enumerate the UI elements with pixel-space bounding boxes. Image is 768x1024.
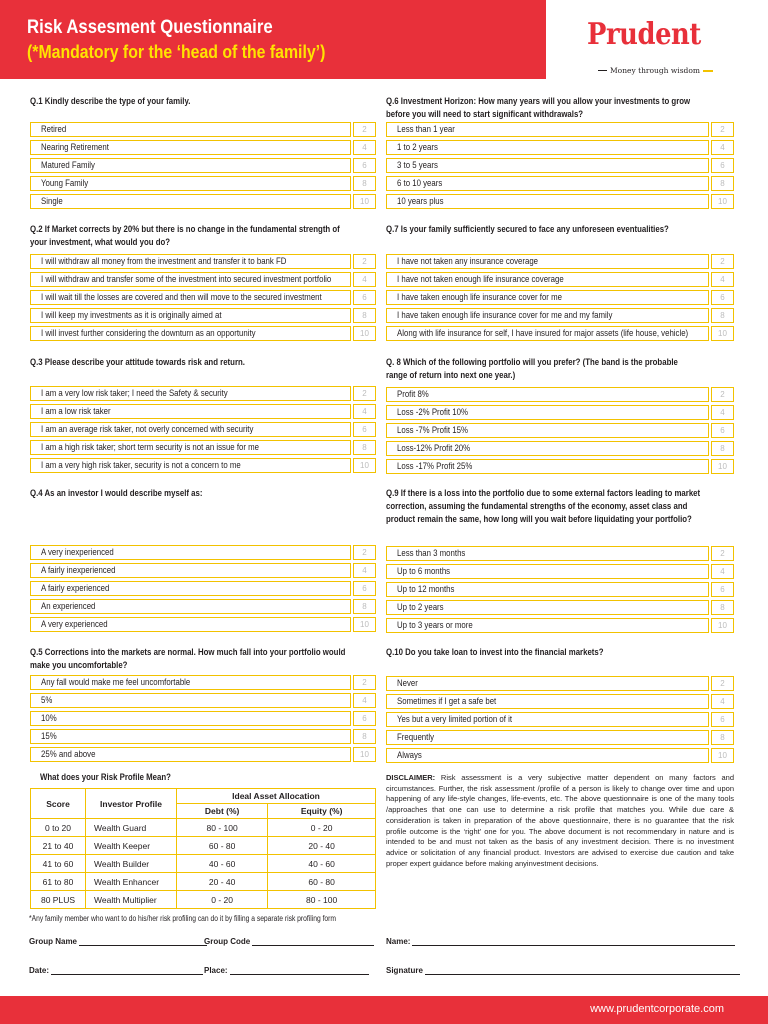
risk-profile-heading: What does your Risk Profile Mean? — [40, 772, 171, 782]
option-label-box[interactable] — [30, 386, 351, 401]
question-3-option-3[interactable] — [30, 422, 376, 437]
option-label-box[interactable] — [386, 194, 709, 209]
option-label: I have not taken enough life insurance coverage — [397, 274, 564, 284]
question-7-option-1[interactable] — [386, 254, 734, 269]
equity-cell: 20 - 40 — [268, 837, 376, 855]
debt-cell: 60 - 80 — [177, 837, 268, 855]
score-cell: 80 PLUS — [31, 891, 86, 909]
option-label: Less than 1 year — [397, 124, 455, 134]
option-score[interactable]: 6 — [353, 581, 376, 596]
question-2-option-1[interactable] — [30, 254, 376, 269]
option-label-box[interactable] — [30, 140, 351, 155]
option-label: Loss -17% Profit 25% — [397, 461, 473, 471]
disclaimer-label: DISCLAIMER: — [386, 773, 436, 782]
risk-profile-rows — [31, 819, 376, 909]
option-label: A very inexperienced — [41, 547, 114, 557]
option-label-box[interactable] — [30, 440, 351, 455]
option-label-box[interactable] — [386, 326, 709, 341]
option-label: A very experienced — [41, 619, 108, 629]
question-10-title: Q.10 Do you take loan to invest into the financial markets? — [386, 647, 604, 657]
col-equity-header: Equity (%) — [268, 804, 376, 819]
option-label: Single — [41, 196, 63, 206]
option-label-box[interactable] — [30, 729, 351, 744]
option-label-box[interactable] — [386, 140, 709, 155]
question-7-option-4[interactable] — [386, 308, 734, 323]
question-6-option-2[interactable] — [386, 140, 734, 155]
option-label-box[interactable] — [386, 546, 709, 561]
option-label: I have taken enough life insurance cover for me — [397, 292, 562, 302]
option-label: 10 years plus — [397, 196, 444, 206]
question-7-option-5[interactable] — [386, 326, 734, 341]
page-title: Risk Assesment Questionnaire — [27, 17, 273, 38]
score-cell: 0 to 20 — [31, 819, 86, 837]
question-6-option-1[interactable] — [386, 122, 734, 137]
option-label-box[interactable] — [386, 254, 709, 269]
question-4-option-1[interactable] — [30, 545, 376, 560]
option-label-box[interactable] — [30, 254, 351, 269]
option-label-box[interactable] — [386, 423, 709, 438]
option-label: Matured Family — [41, 160, 95, 170]
option-score[interactable]: 2 — [353, 254, 376, 269]
option-label-box[interactable] — [30, 711, 351, 726]
question-1-option-5[interactable] — [30, 194, 376, 209]
option-label: 5% — [41, 695, 53, 705]
option-score[interactable]: 8 — [353, 176, 376, 191]
option-label: I will withdraw all money from the investment and transfer it to bank FD — [41, 256, 287, 266]
name-field[interactable] — [386, 937, 735, 946]
option-score[interactable]: 2 — [353, 386, 376, 401]
option-label: I am a high risk taker; short term security is not an issue for me — [41, 442, 260, 452]
question-9-title: Q.9 If there is a loss into the portfolio due to some external factors leading to market correction, assuming the fundamental strengths of the economy, asset class and product remain the same, how long will you wait before liquidating your portfolio? — [386, 488, 701, 524]
header-band — [0, 0, 546, 79]
option-label-box[interactable] — [30, 272, 351, 287]
option-score[interactable]: 2 — [711, 546, 734, 561]
option-score[interactable]: 10 — [711, 618, 734, 633]
col-allocation-header: Ideal Asset Allocation — [177, 789, 376, 804]
question-8-option-2[interactable] — [386, 405, 734, 420]
option-score[interactable]: 6 — [711, 158, 734, 173]
option-label: Always — [397, 750, 422, 760]
option-label-box[interactable] — [30, 308, 351, 323]
option-label: 15% — [41, 731, 57, 741]
question-1-title: Q.1 Kindly describe the type of your family. — [30, 96, 191, 106]
option-score[interactable]: 8 — [711, 600, 734, 615]
profile-cell: Wealth Enhancer — [86, 873, 177, 891]
option-score[interactable]: 8 — [711, 730, 734, 745]
option-score[interactable]: 2 — [353, 122, 376, 137]
question-8-title: Q. 8 Which of the following portfolio will you prefer? (The band is the probable range of return into next one year.) — [386, 357, 678, 380]
option-label-box[interactable] — [30, 458, 351, 473]
option-label-box[interactable] — [386, 158, 709, 173]
score-cell: 61 to 80 — [31, 873, 86, 891]
option-label-box[interactable] — [30, 122, 351, 137]
option-label: 10% — [41, 713, 57, 723]
debt-cell: 20 - 40 — [177, 873, 268, 891]
option-score[interactable]: 4 — [711, 694, 734, 709]
question-8-option-1[interactable] — [386, 387, 734, 402]
option-label: A fairly experienced — [41, 583, 110, 593]
option-label: Profit 8% — [397, 389, 429, 399]
question-2-option-2[interactable] — [30, 272, 376, 287]
question-6-option-4[interactable] — [386, 176, 734, 191]
table-row — [31, 819, 376, 837]
option-label: Yes but a very limited portion of it — [397, 714, 513, 724]
date-line[interactable] — [51, 966, 203, 975]
option-score[interactable]: 4 — [353, 404, 376, 419]
place-field[interactable] — [204, 966, 369, 975]
option-label-box[interactable] — [386, 694, 709, 709]
question-9-option-4[interactable] — [386, 600, 734, 615]
option-label: Nearing Retirement — [41, 142, 109, 152]
question-2-title: Q.2 If Market corrects by 20% but there is no change in the fundamental strength of your investment, what would you do? — [30, 224, 340, 247]
question-6-option-5[interactable] — [386, 194, 734, 209]
option-label: Retired — [41, 124, 67, 134]
group-code-line[interactable] — [252, 937, 374, 946]
question-9-option-1[interactable] — [386, 546, 734, 561]
question-5-option-2[interactable] — [30, 693, 376, 708]
question-5-option-3[interactable] — [30, 711, 376, 726]
disclaimer-text: Risk assessment is a very subjective matter dependent on many factors and circumstances. Further, the risk assessment /profile of a person is likely to change over time and upon happening of any life-style changes, life-events, etc. The above questionnaire is one of the many tools /approaches that one can use to determine a risk profile that matches you. While due care & consideration is taken in preparation of the above questionnaire, there is no guarantee that the risk profile outcome is the ‘right’ one for you. The above document is not recommendary in nature and is intended to be and must not taken as the basis of any investment decision. There is no investment advice or solicitation of any financial product. Investors are advised to exercise due caution and take proper expert guidance before making anyinvestment decisions. — [386, 773, 734, 868]
option-score[interactable]: 6 — [353, 711, 376, 726]
question-5-option-4[interactable] — [30, 729, 376, 744]
option-label-box[interactable] — [386, 308, 709, 323]
option-label: I will keep my investments as it is originally aimed at — [41, 310, 222, 320]
option-label-box[interactable] — [386, 459, 709, 474]
question-4-option-3[interactable] — [30, 581, 376, 596]
option-score[interactable]: 6 — [711, 290, 734, 305]
tagline-dash-icon — [598, 70, 607, 72]
option-score[interactable]: 10 — [711, 194, 734, 209]
equity-cell: 60 - 80 — [268, 873, 376, 891]
option-label-box[interactable] — [30, 675, 351, 690]
option-label-box[interactable] — [386, 387, 709, 402]
option-label-box[interactable] — [386, 290, 709, 305]
option-label: Never — [397, 678, 418, 688]
option-label-box[interactable] — [30, 404, 351, 419]
footer-band — [0, 996, 768, 1024]
score-cell: 21 to 40 — [31, 837, 86, 855]
option-score[interactable]: 6 — [353, 290, 376, 305]
col-profile-header: Investor Profile — [86, 789, 177, 819]
option-label: I will withdraw and transfer some of the investment into secured investment portfolio — [41, 274, 332, 284]
question-4-title: Q.4 As an investor I would describe myself as: — [30, 488, 203, 498]
question-1-option-1[interactable] — [30, 122, 376, 137]
question-9-option-3[interactable] — [386, 582, 734, 597]
option-label-box[interactable] — [30, 326, 351, 341]
option-label-box[interactable] — [386, 441, 709, 456]
group-name-line[interactable] — [79, 937, 207, 946]
option-label-box[interactable] — [386, 272, 709, 287]
place-label: Place: — [204, 966, 228, 975]
logo-tagline — [598, 66, 714, 75]
question-10-option-4[interactable] — [386, 730, 734, 745]
question-1-option-3[interactable] — [30, 158, 376, 173]
tagline-text: Money through wisdom — [610, 66, 700, 75]
debt-cell: 40 - 60 — [177, 855, 268, 873]
table-row — [31, 891, 376, 909]
signature-line[interactable] — [425, 966, 740, 975]
place-line[interactable] — [230, 966, 369, 975]
option-label-box[interactable] — [386, 618, 709, 633]
option-label-box[interactable] — [30, 617, 351, 632]
option-score[interactable]: 2 — [711, 387, 734, 402]
question-3-option-2[interactable] — [30, 404, 376, 419]
option-score[interactable]: 10 — [353, 194, 376, 209]
option-label: Young Family — [41, 178, 89, 188]
option-score[interactable]: 4 — [353, 140, 376, 155]
option-score[interactable]: 2 — [353, 545, 376, 560]
name-label: Name: — [386, 937, 411, 946]
option-score[interactable]: 10 — [353, 458, 376, 473]
option-label: Frequently — [397, 732, 435, 742]
option-score[interactable]: 10 — [353, 747, 376, 762]
question-4-option-5[interactable] — [30, 617, 376, 632]
signature-label: Signature — [386, 966, 423, 975]
option-score[interactable]: 8 — [711, 441, 734, 456]
tagline-accent-icon — [703, 70, 713, 72]
option-label-box[interactable] — [30, 176, 351, 191]
question-3-option-4[interactable] — [30, 440, 376, 455]
question-8-option-5[interactable] — [386, 459, 734, 474]
option-score[interactable]: 2 — [711, 676, 734, 691]
option-label: I have taken enough life insurance cover for me and my family — [397, 310, 613, 320]
option-score[interactable]: 10 — [711, 326, 734, 341]
group-name-label: Group Name — [29, 937, 78, 946]
option-score[interactable]: 8 — [353, 729, 376, 744]
question-6-title: Q.6 Investment Horizon: How many years will you allow your investments to grow before you will need to start significant withdrawals? — [386, 96, 691, 119]
option-score[interactable]: 4 — [353, 272, 376, 287]
date-field[interactable] — [29, 966, 203, 975]
table-row — [31, 873, 376, 891]
date-label: Date: — [29, 966, 50, 975]
option-score[interactable]: 8 — [353, 440, 376, 455]
option-label: I will invest further considering the downturn as an opportunity — [41, 328, 256, 338]
option-label-box[interactable] — [386, 405, 709, 420]
question-10-option-5[interactable] — [386, 748, 734, 763]
option-score[interactable]: 2 — [353, 675, 376, 690]
option-label-box[interactable] — [30, 693, 351, 708]
page-subtitle: (*Mandatory for the ‘head of the family’) — [27, 42, 326, 62]
option-label-box[interactable] — [386, 176, 709, 191]
option-label: Sometimes if I get a safe bet — [397, 696, 497, 706]
option-label: 1 to 2 years — [397, 142, 438, 152]
prudent-logo: Prudent — [587, 17, 701, 52]
option-label: Up to 3 years or more — [397, 620, 473, 630]
question-2-option-3[interactable] — [30, 290, 376, 305]
option-label: Any fall would make me feel uncomfortable — [41, 677, 191, 687]
option-score[interactable]: 4 — [353, 563, 376, 578]
question-2-option-5[interactable] — [30, 326, 376, 341]
option-label: Along with life insurance for self, I have insured for major assets (life house, vehicle) — [397, 328, 689, 338]
option-label-box[interactable] — [386, 730, 709, 745]
name-line[interactable] — [412, 937, 735, 946]
question-3-title: Q.3 Please describe your attitude towards risk and return. — [30, 357, 245, 367]
option-label-box[interactable] — [30, 747, 351, 762]
option-label: Loss -7% Profit 15% — [397, 425, 468, 435]
option-score[interactable]: 8 — [711, 176, 734, 191]
question-6-option-3[interactable] — [386, 158, 734, 173]
option-label: Loss -2% Profit 10% — [397, 407, 468, 417]
option-label-box[interactable] — [30, 422, 351, 437]
question-8-option-3[interactable] — [386, 423, 734, 438]
question-3-option-1[interactable] — [30, 386, 376, 401]
option-label: 3 to 5 years — [397, 160, 438, 170]
profile-cell: Wealth Guard — [86, 819, 177, 837]
option-label-box[interactable] — [386, 582, 709, 597]
profile-cell: Wealth Keeper — [86, 837, 177, 855]
option-score[interactable]: 4 — [711, 564, 734, 579]
debt-cell: 80 - 100 — [177, 819, 268, 837]
option-label-box[interactable] — [386, 676, 709, 691]
option-label: Up to 2 years — [397, 602, 444, 612]
option-score[interactable]: 4 — [711, 140, 734, 155]
question-5-title: Q.5 Corrections into the markets are normal. How much fall into your portfolio would make you uncomfortable? — [30, 647, 346, 670]
family-member-note: *Any family member who want to do his/her risk profiling can do it by filling a separate risk profiling form — [29, 914, 337, 923]
question-4-option-4[interactable] — [30, 599, 376, 614]
debt-cell: 0 - 20 — [177, 891, 268, 909]
option-label-box[interactable] — [386, 564, 709, 579]
option-score[interactable]: 6 — [711, 712, 734, 727]
signature-field[interactable] — [386, 966, 740, 975]
option-label: Loss-12% Profit 20% — [397, 443, 471, 453]
option-label: 25% and above — [41, 749, 96, 759]
option-label-box[interactable] — [386, 748, 709, 763]
table-row — [31, 837, 376, 855]
question-1-option-2[interactable] — [30, 140, 376, 155]
question-2-option-4[interactable] — [30, 308, 376, 323]
option-label: Up to 12 months — [397, 584, 455, 594]
option-label-box[interactable] — [30, 158, 351, 173]
profile-cell: Wealth Builder — [86, 855, 177, 873]
option-label: I will wait till the losses are covered and then will move to the secured investment — [41, 292, 322, 302]
question-7-title: Q.7 Is your family sufficiently secured to face any unforeseen eventualities? — [386, 224, 669, 234]
question-8-option-4[interactable] — [386, 441, 734, 456]
option-label-box[interactable] — [30, 290, 351, 305]
question-3-option-5[interactable] — [30, 458, 376, 473]
question-1-option-4[interactable] — [30, 176, 376, 191]
option-score[interactable]: 2 — [711, 122, 734, 137]
question-7-option-3[interactable] — [386, 290, 734, 305]
option-label-box[interactable] — [30, 194, 351, 209]
option-label-box[interactable] — [30, 581, 351, 596]
option-label: I have not taken any insurance coverage — [397, 256, 539, 266]
equity-cell: 40 - 60 — [268, 855, 376, 873]
option-score[interactable]: 10 — [711, 459, 734, 474]
option-score[interactable]: 4 — [711, 405, 734, 420]
question-9-option-2[interactable] — [386, 564, 734, 579]
question-5-option-1[interactable] — [30, 675, 376, 690]
option-label: A fairly inexperienced — [41, 565, 116, 575]
risk-profile-table — [30, 788, 376, 909]
disclaimer — [386, 773, 734, 869]
group-name-field[interactable] — [29, 937, 207, 946]
option-label: Less than 3 months — [397, 548, 466, 558]
option-score[interactable]: 2 — [711, 254, 734, 269]
option-score[interactable]: 6 — [353, 422, 376, 437]
option-label-box[interactable] — [30, 563, 351, 578]
option-label: An experienced — [41, 601, 96, 611]
option-label: I am an average risk taker, not overly concerned with security — [41, 424, 254, 434]
option-label-box[interactable] — [386, 122, 709, 137]
option-score[interactable]: 8 — [353, 599, 376, 614]
col-debt-header: Debt (%) — [177, 804, 268, 819]
question-7-option-2[interactable] — [386, 272, 734, 287]
question-10-option-2[interactable] — [386, 694, 734, 709]
question-5-option-5[interactable] — [30, 747, 376, 762]
option-score[interactable]: 8 — [353, 308, 376, 323]
group-code-label: Group Code — [204, 937, 251, 946]
option-score[interactable]: 10 — [711, 748, 734, 763]
equity-cell: 80 - 100 — [268, 891, 376, 909]
col-score-header: Score — [31, 789, 86, 819]
profile-cell: Wealth Multiplier — [86, 891, 177, 909]
option-score[interactable]: 4 — [711, 272, 734, 287]
question-10-option-3[interactable] — [386, 712, 734, 727]
option-score[interactable]: 10 — [353, 326, 376, 341]
option-label-box[interactable] — [30, 545, 351, 560]
question-10-option-1[interactable] — [386, 676, 734, 691]
option-label: 6 to 10 years — [397, 178, 443, 188]
option-score[interactable]: 8 — [711, 308, 734, 323]
option-label-box[interactable] — [30, 599, 351, 614]
option-score[interactable]: 6 — [353, 158, 376, 173]
option-score[interactable]: 4 — [353, 693, 376, 708]
score-cell: 41 to 60 — [31, 855, 86, 873]
table-row — [31, 855, 376, 873]
option-label: I am a low risk taker — [41, 406, 111, 416]
option-score[interactable]: 6 — [711, 423, 734, 438]
option-label: I am a very high risk taker, security is not a concern to me — [41, 460, 241, 470]
option-label-box[interactable] — [386, 712, 709, 727]
question-9-option-5[interactable] — [386, 618, 734, 633]
option-label-box[interactable] — [386, 600, 709, 615]
footer-website-link[interactable]: www.prudentcorporate.com — [590, 1003, 724, 1015]
option-label: Up to 6 months — [397, 566, 451, 576]
option-score[interactable]: 10 — [353, 617, 376, 632]
option-score[interactable]: 6 — [711, 582, 734, 597]
equity-cell: 0 - 20 — [268, 819, 376, 837]
group-code-field[interactable] — [204, 937, 374, 946]
option-label: I am a very low risk taker; I need the Safety & security — [41, 388, 228, 398]
question-4-option-2[interactable] — [30, 563, 376, 578]
